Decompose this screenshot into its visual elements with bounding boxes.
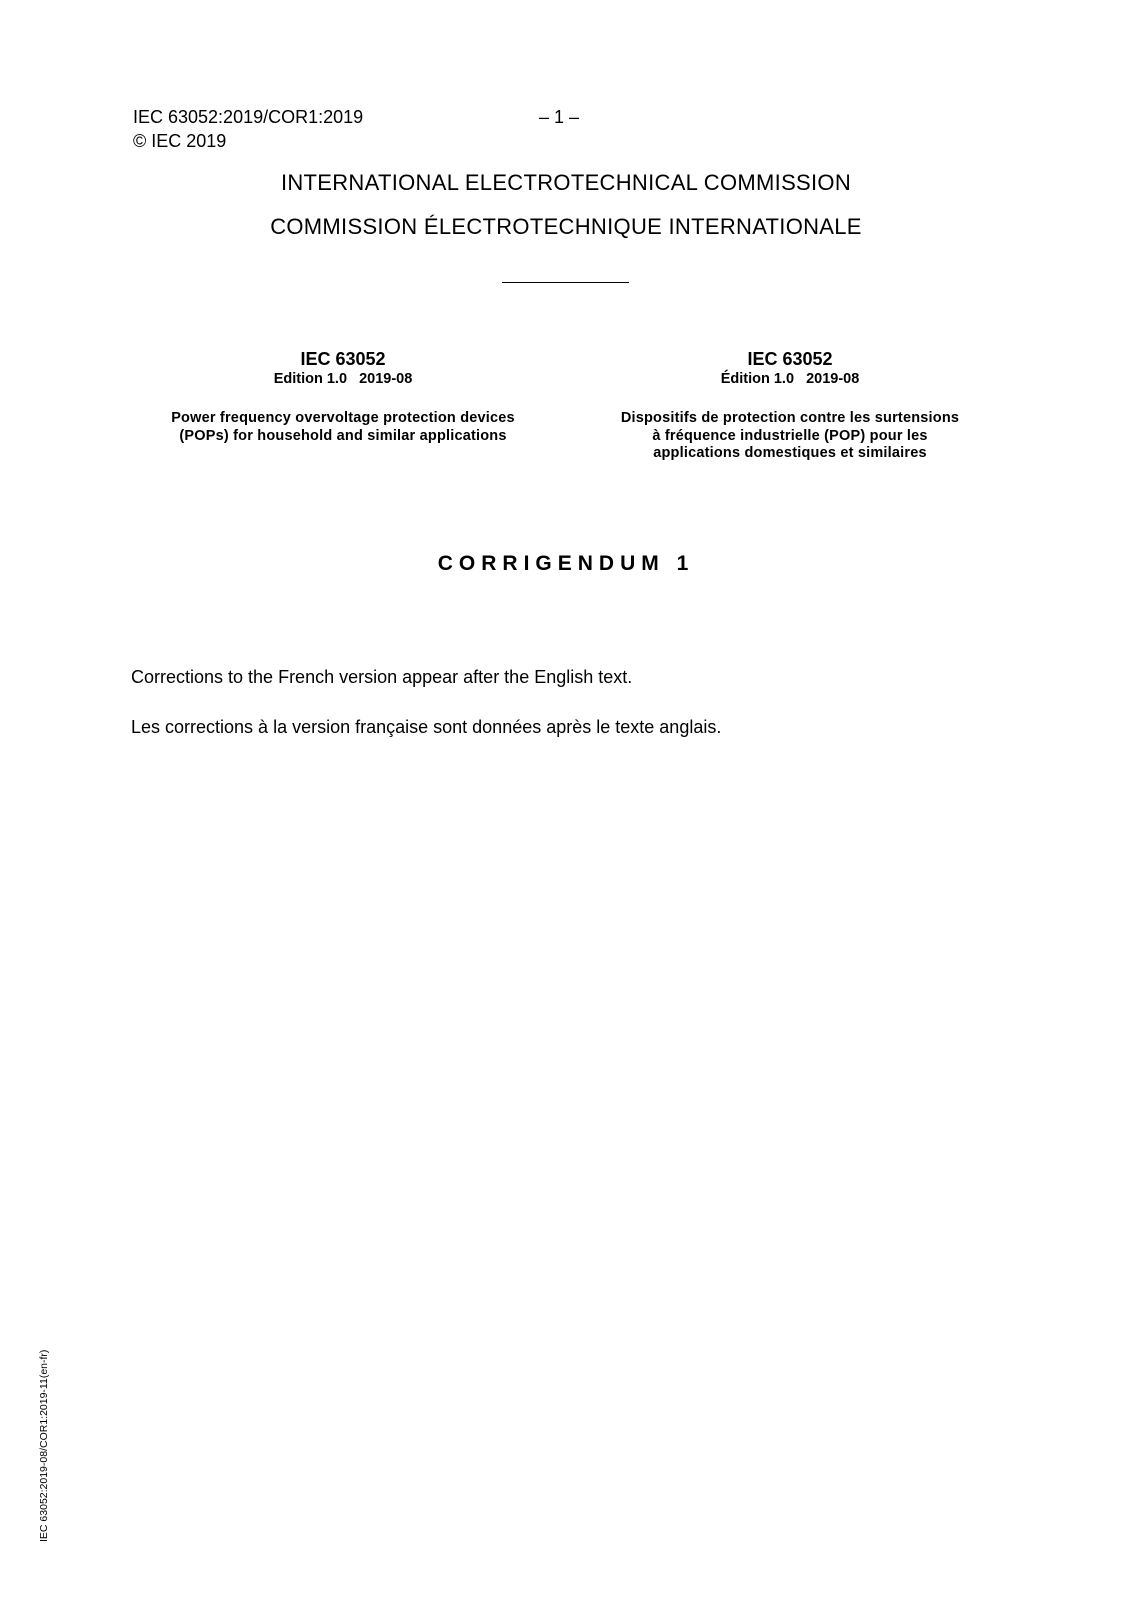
corrigendum-heading: CORRIGENDUM 1	[437, 552, 695, 575]
standard-title	[133, 410, 553, 445]
page-number: – 1 –	[539, 107, 580, 127]
french-standard-block	[580, 348, 1000, 463]
title-line: applications domestiques et similaires	[653, 445, 927, 461]
vertical-side-reference: IEC 63052:2019-08/COR1:2019-11(en-fr)	[38, 1349, 50, 1542]
body-paragraph-english: Corrections to the French version appear after the English text.	[131, 667, 633, 687]
edition-line: Édition 1.0 2019-08	[720, 371, 860, 387]
standard-number: IEC 63052	[300, 349, 386, 369]
title-line: Dispositifs de protection contre les surtensions	[620, 410, 960, 426]
document-reference: IEC 63052:2019/COR1:2019	[133, 107, 364, 127]
title-line: (POPs) for household and similar applications	[179, 427, 507, 444]
title-line: à fréquence industrielle (POP) pour les	[652, 427, 928, 444]
organization-name-french: COMMISSION ÉLECTROTECHNIQUE INTERNATIONALE	[270, 214, 862, 239]
title-line: Power frequency overvoltage protection devices	[171, 410, 515, 426]
standard-number: IEC 63052	[747, 349, 833, 369]
organization-name-english: INTERNATIONAL ELECTROTECHNICAL COMMISSION	[280, 170, 852, 195]
english-standard-block	[133, 348, 553, 445]
divider-line	[502, 282, 629, 283]
body-paragraph-french: Les corrections à la version française sont données après le texte anglais.	[131, 717, 722, 737]
standard-title	[580, 410, 1000, 463]
edition-line: Edition 1.0 2019-08	[273, 371, 413, 387]
copyright-notice: © IEC 2019	[133, 131, 227, 151]
